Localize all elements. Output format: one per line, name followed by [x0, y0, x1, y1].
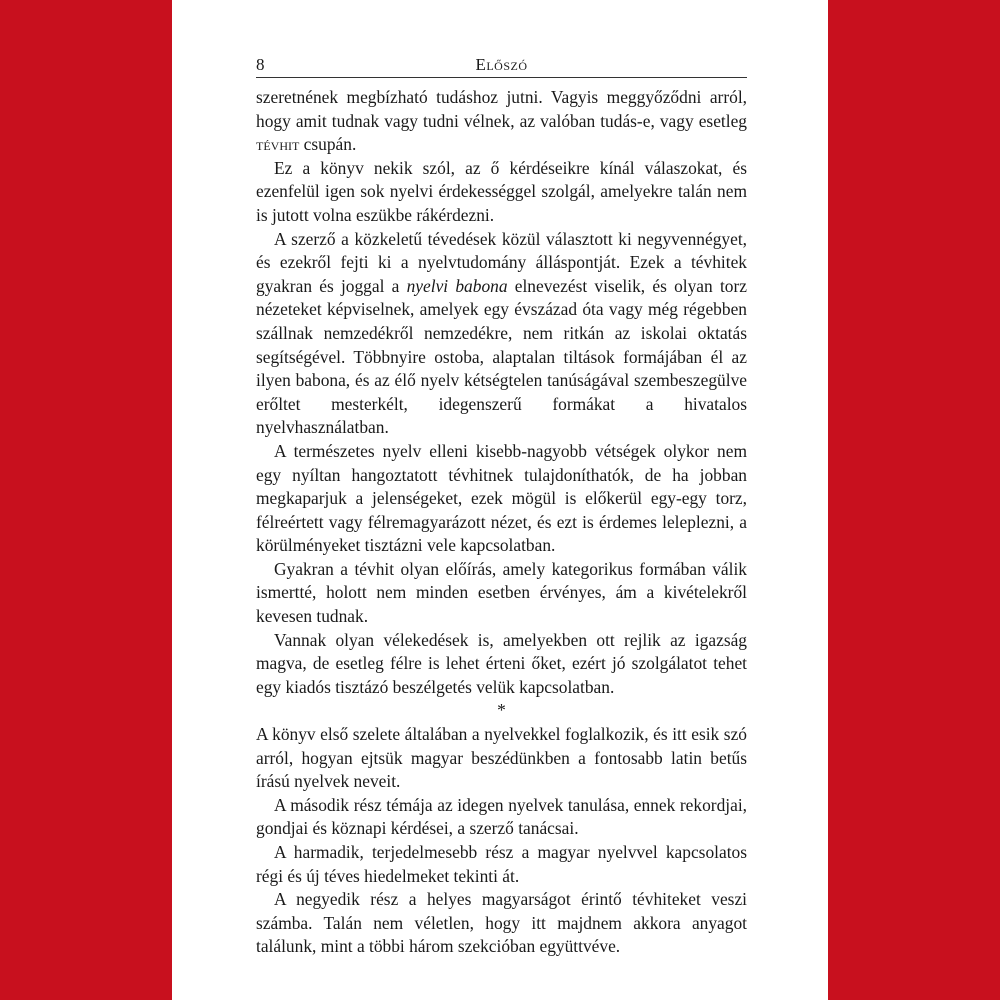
text-run: A könyv első szelete általában a nyelvekkel foglalkozik, és itt esik szó arról, hogyan ejtsük magyar beszédünkben a fontosabb latin betűs írású nyelvek neveit.	[256, 724, 747, 792]
text-run: elnevezést viselik, és olyan torz nézeteket képviselnek, amelyek egy évszázad óta vagy még régebben szállnak nemzedékről nemzedékre, nem ritkán az iskolai oktatás segítségével. Többnyire ostoba, alaptalan tiltások formájában él az ilyen babona, és az élő nyelv kétségtelen tanúságával szembeszegülve erőltet mesterkélt, idegenszerű formákat a hivatalos nyelvhasználatban.	[256, 275, 747, 438]
paragraph	[256, 841, 747, 888]
running-head: Előszó	[475, 55, 528, 74]
paragraph	[256, 157, 747, 228]
page-header	[256, 55, 747, 78]
paragraph	[256, 629, 747, 700]
paragraph	[256, 558, 747, 629]
paragraph	[256, 440, 747, 558]
page-number: 8	[256, 55, 265, 74]
text-italic: nyelvi babona	[406, 275, 508, 296]
body-text	[256, 86, 747, 959]
text-run: A negyedik rész a helyes magyarságot érintő tévhiteket veszi számba. Talán nem véletlen, hogy itt majdnem akkora anyagot találunk, mint a többi három szekcióban együttvéve.	[256, 889, 747, 957]
paragraph	[256, 86, 747, 157]
section-separator	[256, 699, 747, 723]
text-run: A második rész témája az idegen nyelvek tanulása, ennek rekordjai, gondjai és köznapi kérdései, a szerző tanácsai.	[256, 794, 747, 839]
text-run: Vannak olyan vélekedések is, amelyekben ott rejlik az igazság magva, de esetleg félre is lehet érteni őket, ezért jó szolgálatot tehet egy kiadós tisztázó beszélgetés velük kapcsolatban.	[256, 629, 747, 697]
text-run: Gyakran a tévhit olyan előírás, amely kategorikus formában válik ismertté, holott nem minden esetben érvényes, ám a kivételekről kevesen tudnak.	[256, 558, 747, 627]
paragraph	[256, 228, 747, 440]
text-run: Ez a könyv nekik szól, az ő kérdéseikre kínál válaszokat, és ezenfelül igen sok nyelvi érdekességgel szolgál, amelyekre talán nem is jutott volna eszükbe rákérdezni.	[256, 157, 747, 225]
text-run: csupán.	[299, 134, 357, 155]
text-run: *	[497, 700, 506, 721]
paragraph	[256, 794, 747, 841]
text-run: A szerző a közkeletű tévedések közül választott ki negyvennégyet, és ezekről fejti ki a nyelvtudomány álláspontját. Ezek a tévhitek gyakran és joggal a	[256, 228, 747, 296]
book-page	[172, 0, 828, 1000]
text-run: A harmadik, terjedelmesebb rész a magyar nyelvvel kapcsolatos régi és új téves hiedelmeket tekinti át.	[256, 842, 747, 886]
text-run: szeretnének megbízható tudáshoz jutni. Vagyis meggyőződni arról, hogy amit tudnak vagy tudni vélnek, az valóban tudás-e, vagy esetleg	[256, 87, 747, 131]
paragraph	[256, 723, 747, 794]
text-smallcaps: tévhit	[256, 134, 300, 155]
text-run: A természetes nyelv elleni kisebb-nagyobb vétségek olykor nem egy nyíltan hangoztatott tévhitnek tulajdoníthatók, de ha jobban megkaparjuk a jelenségeket, ezek mögül is előkerül egy-egy torz, félreértett vagy félremagyarázott nézet, és ezt is érdemes leleplezni, a körülményeket tisztázni vele kapcsolatban.	[256, 440, 747, 556]
paragraph	[256, 888, 747, 959]
